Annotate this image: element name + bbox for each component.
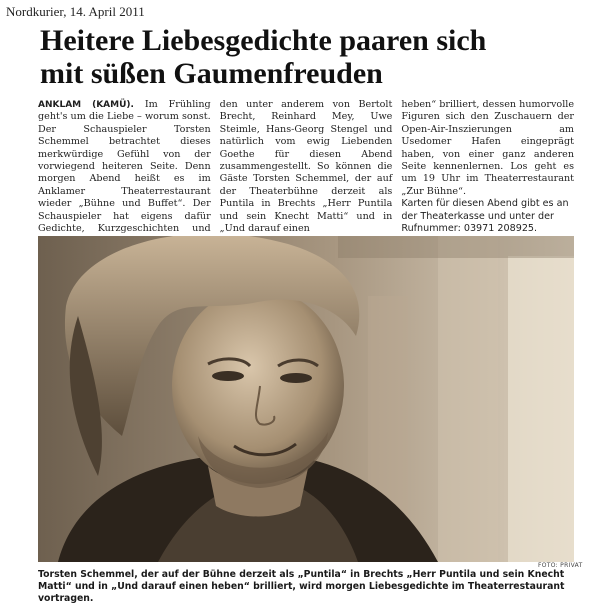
headline-line-1: Heitere Liebesgedichte paaren sich bbox=[40, 24, 487, 57]
article-column-3-text: heben“ brilliert, dessen humorvolle Figuren sich den Zuschauern der Open-Air-Inszierungen am Usedomer Hafen eingeprägt haben, von einer ganz anderen Seite kennenlernen. Los geht es um 19 Uhr im Theaterrestaurant „Zur Bühne“. bbox=[401, 99, 575, 197]
dateline: ANKLAM (KAMÜ). bbox=[38, 100, 134, 110]
article-column-2-text: den unter anderem von Bertolt Brecht, Reinhard Mey, Uwe Steimle, Hans-Georg Stengel und natürlich vom ewig Liebenden Goethe für diesen Abend zusammengestellt. So können die Gäste Torsten Schemmel, der auf der Theaterbühne derzeit als Puntila in Brechts „Herr Puntila und sein Knecht Matti“ und in „Und darauf einen bbox=[219, 99, 393, 235]
article-column-1-text: Im Frühling geht's um die Liebe – worum sonst. Der Schauspieler Torsten Schemmel betrachtet dieses merkwürdige Gefühl von der vorwiegend heiteren Seite. Denn morgen Abend heißt es im Anklamer Theaterrestaurant wieder „Bühne und Buffet“. Der Schauspieler hat eigens dafür Gedichte, Kurzgeschichten und bbox=[38, 99, 211, 235]
ticket-info: Karten für diesen Abend gibt es an der Theaterkasse und unter der Rufnummer: 03971 208925. bbox=[401, 198, 569, 235]
article-column-2 bbox=[220, 99, 393, 248]
article-column-1 bbox=[38, 99, 211, 248]
photo-credit: FOTO: PRIVAT bbox=[538, 562, 583, 569]
portrait-photo bbox=[38, 236, 574, 562]
photo-caption: Torsten Schemmel, der auf der Bühne derzeit als „Puntila“ in Brechts „Herr Puntila und sein Knecht Matti“ und in „Und darauf einen heben“ brilliert, wird morgen Liebesgedichte im Theaterrestaurant vortragen. bbox=[38, 569, 565, 604]
newspaper-source-line: Nordkurier, 14. April 2011 bbox=[6, 4, 145, 19]
headline bbox=[40, 24, 580, 90]
article-body bbox=[38, 99, 574, 248]
article-column-3 bbox=[401, 99, 574, 248]
portrait-illustration bbox=[38, 236, 574, 562]
headline-line-2: mit süßen Gaumenfreuden bbox=[40, 57, 383, 90]
